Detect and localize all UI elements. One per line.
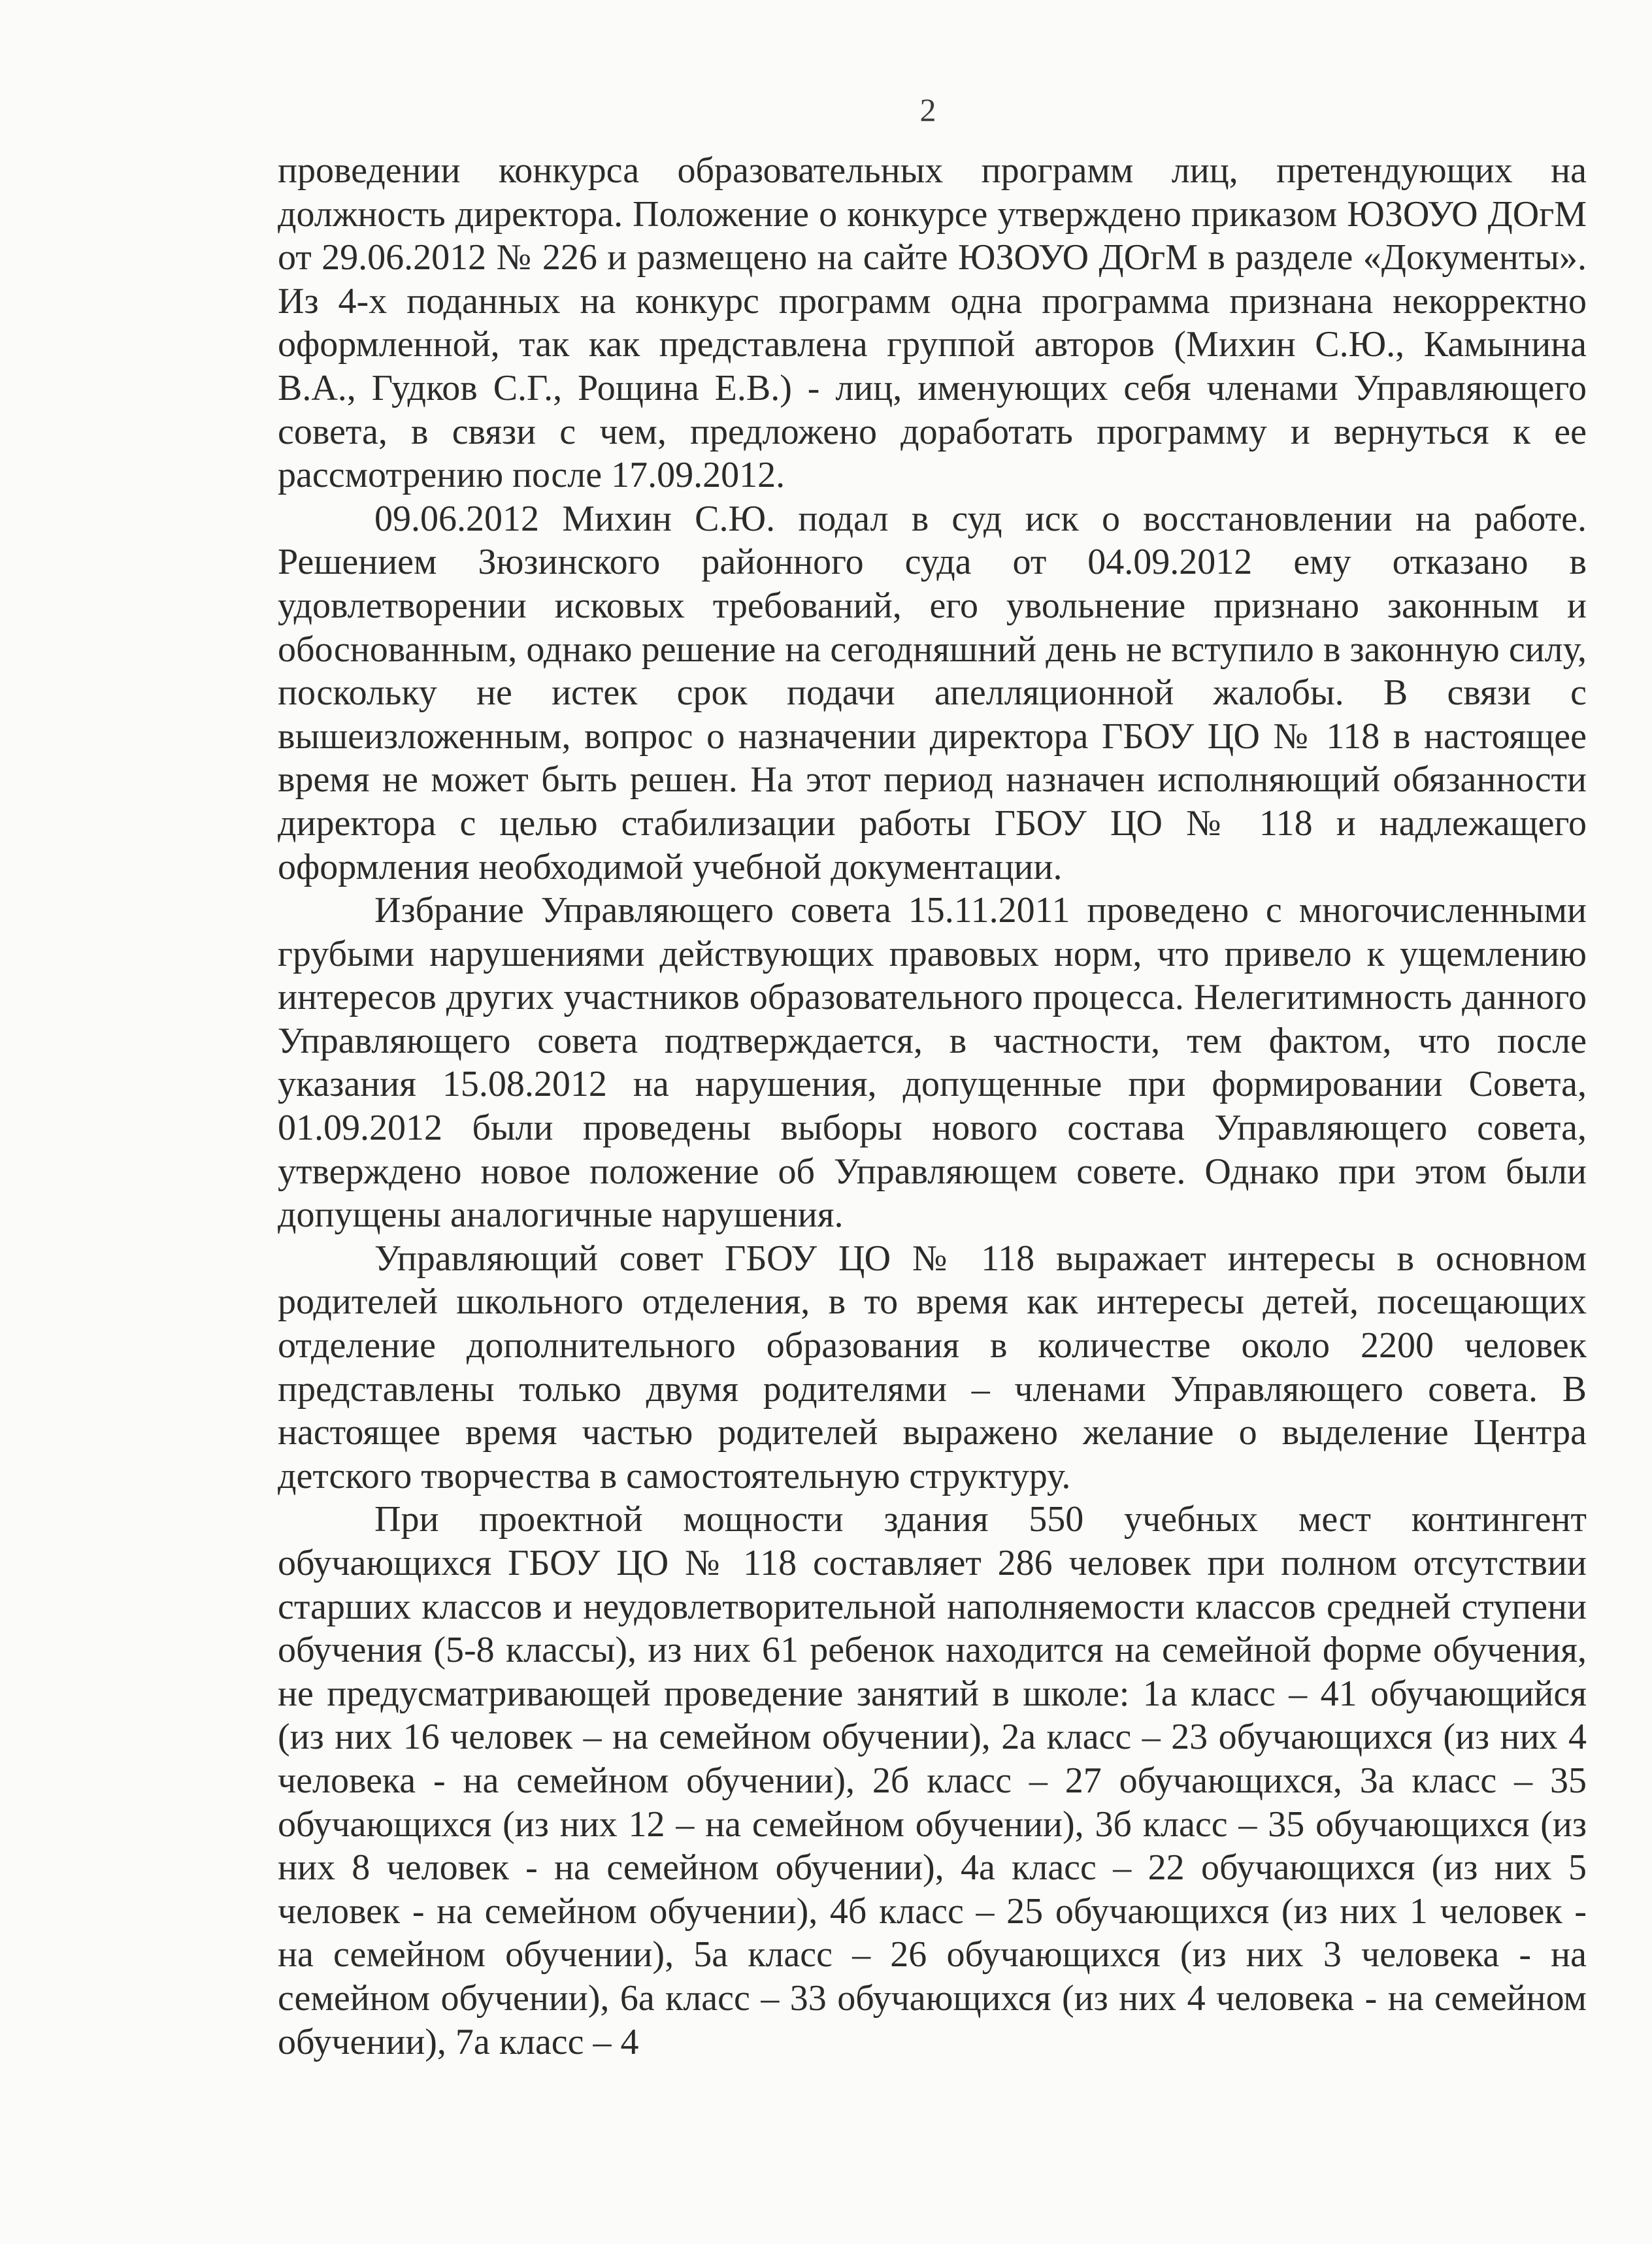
paragraph: При проектной мощности здания 550 учебных мест контингент обучающихся ГБОУ ЦО № 118 составляет 286 человек при полном отсутствии старших классов и неудовлетворительной наполняемости классов средней ступени обучения (5-8 классы), из них 61 ребенок находится на семейной форме обучения, не предусматривающей проведение занятий в школе: 1а класс – 41 обучающийся (из них 16 человек – на семейном обучении), 2а класс – 23 обучающихся (из них 4 человека - на семейном обучении), 2б класс – 27 обучающихся, 3а класс – 35 обучающихся (из них 12 – на семейном обучении), 3б класс – 35 обучающихся (из них 8 человек - на семейном обучении), 4а класс – 22 обучающихся (из них 5 человек - на семейном обучении), 4б класс – 25 обучающихся (из них 1 человек - на семейном обучении), 5а класс – 26 обучающихся (из них 3 человека - на семейном обучении), 6а класс – 33 обучающихся (из них 4 человека - на семейном обучении), 7а класс – 4 <box>278 1499 1587 2062</box>
document-body <box>278 149 1587 2064</box>
page-number: 2 <box>919 91 936 128</box>
paragraph: Управляющий совет ГБОУ ЦО № 118 выражает интересы в основном родителей школьного отделения, в то время как интересы детей, посещающих отделение дополнительного образования в количестве около 2200 человек представлены только двумя родителями – членами Управляющего совета. В настоящее время частью родителей выражено желание о выделение Центра детского творчества в самостоятельную структуру. <box>278 1238 1587 1496</box>
paragraph: 09.06.2012 Михин С.Ю. подал в суд иск о восстановлении на работе. Решением Зюзинского районного суда от 04.09.2012 ему отказано в удовлетворении исковых требований, его увольнение признано законным и обоснованным, однако решение на сегодняшний день не вступило в законную силу, поскольку не истек срок подачи апелляционной жалобы. В связи с вышеизложенным, вопрос о назначении директора ГБОУ ЦО № 118 в настоящее время не может быть решен. На этот период назначен исполняющий обязанности директора с целью стабилизации работы ГБОУ ЦО № 118 и надлежащего оформления необходимой учебной документации. <box>278 498 1587 887</box>
paragraph: Избрание Управляющего совета 15.11.2011 проведено с многочисленными грубыми нарушениями действующих правовых норм, что привело к ущемлению интересов других участников образовательного процесса. Нелегитимность данного Управляющего совета подтверждается, в частности, тем фактом, что после указания 15.08.2012 на нарушения, допущенные при формировании Совета, 01.09.2012 были проведены выборы нового состава Управляющего совета, утверждено новое положение об Управляющем совете. Однако при этом были допущены аналогичные нарушения. <box>278 890 1587 1236</box>
paragraph: проведении конкурса образовательных программ лиц, претендующих на должность директора. Положение о конкурсе утверждено приказом ЮЗОУО ДОгМ от 29.06.2012 № 226 и размещено на сайте ЮЗОУО ДОгМ в разделе «Документы». Из 4-х поданных на конкурс программ одна программа признана некорректно оформленной, так как представлена группой авторов (Михин С.Ю., Камынина В.А., Гудков С.Г., Рощина Е.В.) - лиц, именующих себя членами Управляющего совета, в связи с чем, предложено доработать программу и вернуться к ее рассмотрению после 17.09.2012. <box>278 150 1587 496</box>
